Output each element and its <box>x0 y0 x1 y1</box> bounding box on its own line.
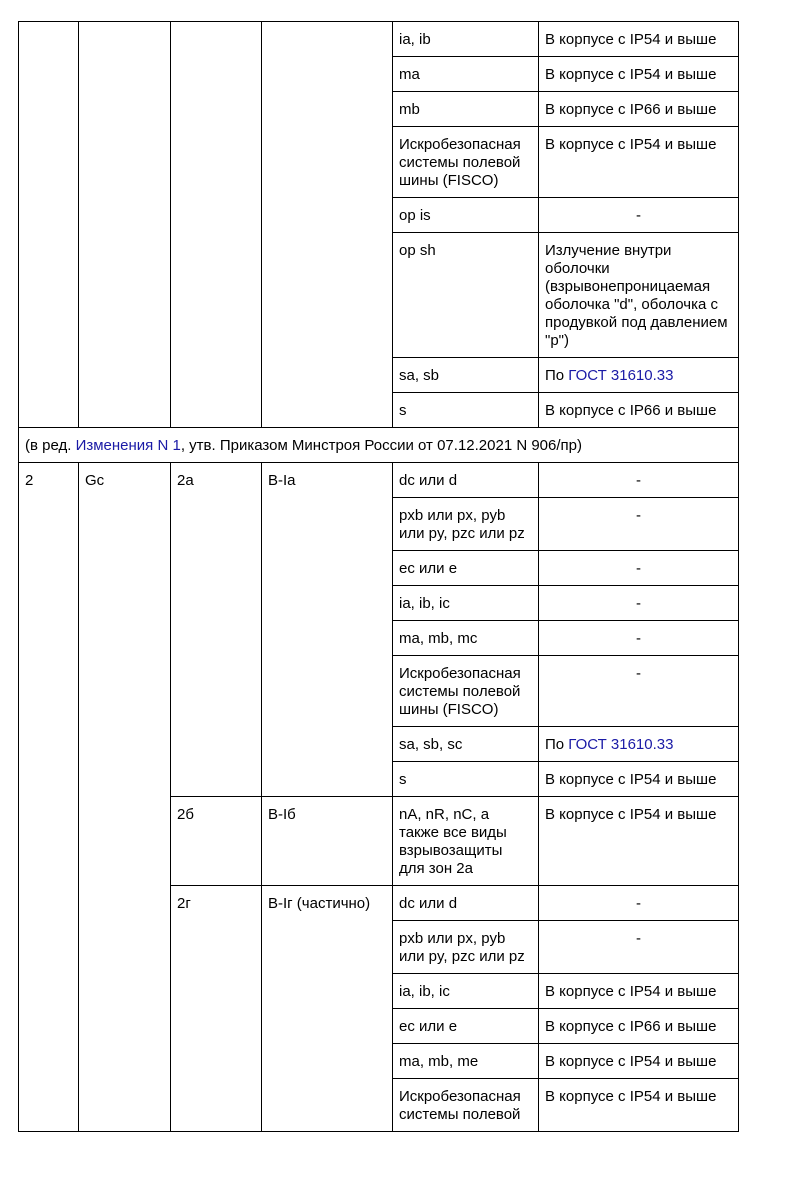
protection-cell: sa, sb, sc <box>393 727 539 762</box>
table-row <box>19 463 739 498</box>
requirement-cell <box>539 727 739 762</box>
requirement-cell: В корпусе с IP54 и выше <box>539 127 739 198</box>
amendment-prefix: (в ред. <box>25 437 72 454</box>
requirement-cell: - <box>539 463 739 498</box>
protection-cell: ma, mb, mc <box>393 621 539 656</box>
protection-cell: op is <box>393 198 539 233</box>
amendment-row <box>19 428 739 463</box>
protection-cell: ia, ib, ic <box>393 586 539 621</box>
requirement-cell: - <box>539 921 739 974</box>
requirement-cell <box>539 358 739 393</box>
requirement-cell: В корпусе с IP54 и выше <box>539 762 739 797</box>
requirement-prefix: По <box>545 367 565 384</box>
requirement-cell: - <box>539 498 739 551</box>
protection-cell: s <box>393 762 539 797</box>
old-class-cell <box>262 22 393 428</box>
protection-cell: ec или e <box>393 551 539 586</box>
protection-cell: s <box>393 393 539 428</box>
requirement-cell: В корпусе с IP66 и выше <box>539 393 739 428</box>
table-row <box>19 22 739 57</box>
requirement-cell: В корпусе с IP54 и выше <box>539 1044 739 1079</box>
old-class-cell: В-Iб <box>262 797 393 886</box>
old-class-cell: В-Iа <box>262 463 393 797</box>
protection-cell: dc или d <box>393 886 539 921</box>
zone-cell <box>171 22 262 428</box>
protection-cell: nA, nR, nC, а также все виды взрывозащиты для зон 2а <box>393 797 539 886</box>
gas-group-cell: Gc <box>79 463 171 1132</box>
requirement-cell: В корпусе с IP54 и выше <box>539 797 739 886</box>
num-cell <box>19 22 79 428</box>
protection-cell: mb <box>393 92 539 127</box>
requirement-cell: В корпусе с IP66 и выше <box>539 1009 739 1044</box>
amendment-link[interactable]: Изменения N 1 <box>75 437 181 454</box>
zones-equipment-table <box>18 21 739 1132</box>
protection-cell: Искробезопасная системы полевой шины (FISCO) <box>393 656 539 727</box>
requirement-cell: - <box>539 621 739 656</box>
gas-group-cell <box>79 22 171 428</box>
protection-cell: ec или e <box>393 1009 539 1044</box>
protection-cell: Искробезопасная системы полевой шины (FISCO) <box>393 127 539 198</box>
amendment-note <box>19 428 739 463</box>
protection-cell: sa, sb <box>393 358 539 393</box>
requirement-cell: В корпусе с IP54 и выше <box>539 974 739 1009</box>
protection-cell: pxb или px, pyb или py, pzc или pz <box>393 498 539 551</box>
protection-cell: pxb или px, pyb или py, pzc или pz <box>393 921 539 974</box>
requirement-cell: Излучение внутри оболочки (взрывонепроницаемая оболочка "d", оболочка с продувкой под давлением "p") <box>539 233 739 358</box>
requirement-cell: В корпусе с IP54 и выше <box>539 57 739 92</box>
amendment-suffix: , утв. Приказом Минстроя России от 07.12.2021 N 906/пр) <box>180 437 582 454</box>
gost-link[interactable]: ГОСТ 31610.33 <box>568 736 674 753</box>
requirement-cell: - <box>539 198 739 233</box>
requirement-cell: В корпусе с IP66 и выше <box>539 92 739 127</box>
old-class-cell: В-Iг (частично) <box>262 886 393 1132</box>
requirement-cell: В корпусе с IP54 и выше <box>539 1079 739 1132</box>
protection-cell: op sh <box>393 233 539 358</box>
requirement-cell: - <box>539 551 739 586</box>
protection-cell: ia, ib <box>393 22 539 57</box>
protection-cell: ma <box>393 57 539 92</box>
protection-cell: ia, ib, ic <box>393 974 539 1009</box>
protection-cell: dc или d <box>393 463 539 498</box>
requirement-cell: - <box>539 886 739 921</box>
zone-cell: 2а <box>171 463 262 797</box>
protection-cell: ma, mb, me <box>393 1044 539 1079</box>
requirement-prefix: По <box>545 736 565 753</box>
gost-link[interactable]: ГОСТ 31610.33 <box>568 367 674 384</box>
requirement-cell: В корпусе с IP54 и выше <box>539 22 739 57</box>
requirement-cell: - <box>539 656 739 727</box>
requirement-cell: - <box>539 586 739 621</box>
num-cell: 2 <box>19 463 79 1132</box>
zone-cell: 2б <box>171 797 262 886</box>
protection-cell: Искробезопасная системы полевой <box>393 1079 539 1132</box>
zone-cell: 2г <box>171 886 262 1132</box>
